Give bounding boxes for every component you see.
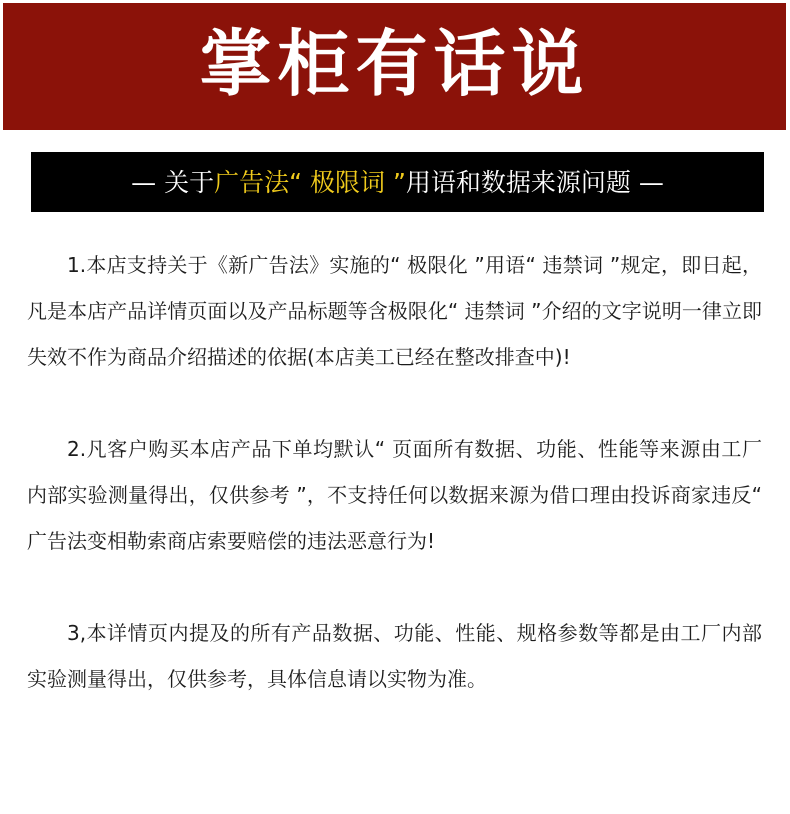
title-banner [3,3,786,130]
notice-content [27,242,762,702]
subtitle-bar [31,152,764,212]
subtitle-prefix: — 关于 [131,167,215,197]
notice-paragraph-3: 3,本详情页内提及的所有产品数据、功能、性能、规格参数等都是由工厂内部实验测量得出，仅供参考，具体信息请以实物为准。 [27,621,762,691]
notice-paragraph-2: 2.凡客户购买本店产品下单均默认“ 页面所有数据、功能、性能等来源由工厂内部实验测量得出，仅供参考 ”，不支持任何以数据来源为借口理由投诉商家违反“ 广告法变相勒索商店索要赔偿的违法恶意行为! [27,437,762,553]
subtitle-highlight: 广告法“ 极限词 ” [214,167,406,197]
banner-title: 掌柜有话说 [199,20,590,106]
notice-paragraph-1: 1.本店支持关于《新广告法》实施的“ 极限化 ”用语“ 违禁词 ”规定，即日起，凡是本店产品详情页面以及产品标题等含极限化“ 违禁词 ”介绍的文字说明一律立即失效不作为商品介绍描述的依据(本店美工已经在整改排查中)! [27,253,762,369]
subtitle-suffix: 用语和数据来源问题 — [405,167,664,197]
